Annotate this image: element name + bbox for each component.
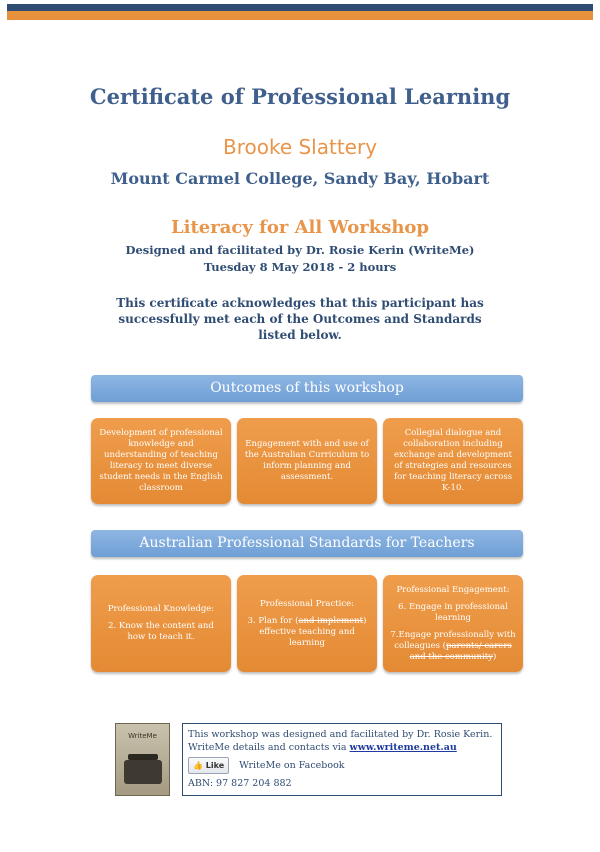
facebook-like-button[interactable]: 👍 Like — [188, 757, 229, 774]
footer-line-1: This workshop was designed and facilitated by Dr. Rosie Kerin. — [188, 729, 493, 740]
writeme-logo-image — [115, 723, 170, 796]
writeme-link[interactable]: www.writeme.net.au — [349, 742, 457, 753]
writeme-logo-text: WriteMe — [128, 732, 157, 740]
standard-box-engagement — [383, 575, 523, 672]
knowledge-title: Professional Knowledge: — [107, 604, 215, 614]
header-rule-blue — [7, 4, 593, 11]
footer-info-box — [182, 723, 502, 796]
practice-title: Professional Practice: — [260, 598, 354, 609]
knowledge-item: 2. Know the content and how to teach it. — [108, 621, 214, 642]
certificate-title: Certificate of Professional Learning — [89, 84, 511, 109]
engagement-item-2: 7.Engage professionally with colleagues (parents/ carers and the community) — [390, 629, 516, 662]
typewriter-icon — [124, 760, 162, 784]
workshop-details — [0, 242, 600, 276]
standard-box-practice — [237, 575, 377, 672]
date-line: Tuesday 8 May 2018 - 2 hours — [203, 260, 397, 274]
outcome-box-3 — [383, 418, 523, 504]
header-rule-orange — [7, 11, 593, 20]
acknowledgement-text: This certificate acknowledges that this participant has successfully met each of the Outcomes and Standards listed below. — [116, 296, 484, 342]
engagement-title: Professional Engagement: — [396, 584, 510, 595]
participant-name: Brooke Slattery — [222, 135, 378, 159]
outcome-text-3: Collegial dialogue and collaboration including exchange and development of strategies and resources for teaching literacy across K-10. — [393, 428, 513, 493]
standard-box-knowledge — [91, 575, 231, 672]
engagement-item-1: 6. Engage in professional learning — [398, 601, 508, 623]
facilitator-line: Designed and facilitated by Dr. Rosie Kerin (WriteMe) — [125, 243, 475, 257]
practice-item: 3. Plan for (and implement) effective teaching and learning — [247, 615, 367, 648]
school-name: Mount Carmel College, Sandy Bay, Hobart — [110, 169, 490, 188]
footer-line-2: WriteMe details and contacts via www.writeme.net.au — [188, 742, 457, 753]
practice-struck-text: and implement — [298, 615, 364, 626]
standards-heading: Australian Professional Standards for Teachers — [91, 530, 523, 557]
outcome-box-1 — [91, 418, 231, 504]
outcome-text-2: Engagement with and use of the Australian Curriculum to inform planning and assessment. — [244, 439, 370, 482]
abn-number: ABN: 97 827 204 882 — [188, 778, 292, 789]
facebook-page-label: WriteMe on Facebook — [239, 760, 345, 771]
engagement-struck-text: parents/ carers and the community — [409, 640, 512, 662]
outcome-box-2 — [237, 418, 377, 504]
outcome-text-1: Development of professional knowledge and understanding of teaching literacy to meet diverse student needs in the English classroom — [99, 428, 223, 493]
workshop-title: Literacy for All Workshop — [170, 217, 430, 238]
outcomes-heading: Outcomes of this workshop — [91, 375, 523, 402]
